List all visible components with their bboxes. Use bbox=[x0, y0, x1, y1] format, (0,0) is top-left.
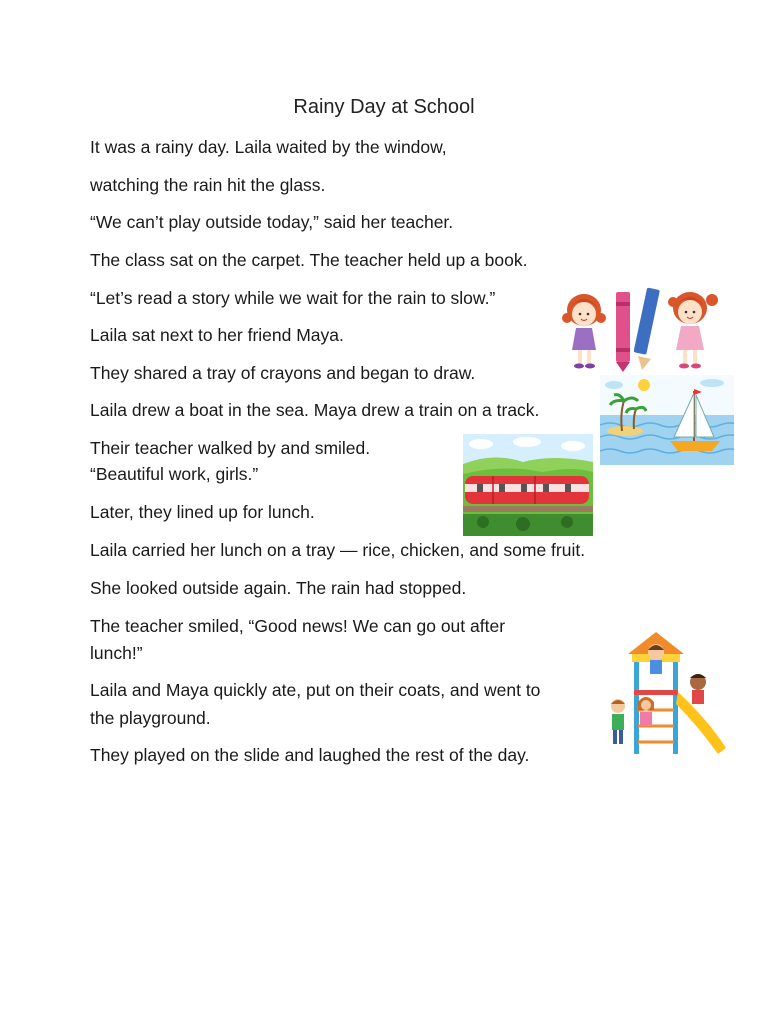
text-line: The class sat on the carpet. The teacher held up a book. bbox=[90, 250, 528, 270]
text-line: They shared a tray of crayons and began to draw. bbox=[90, 363, 476, 383]
text-line: Later, they lined up for lunch. bbox=[90, 502, 315, 522]
text-line: “Beautiful work, girls.” bbox=[90, 464, 259, 484]
text-line: The teacher smiled, “Good news! We can go out after bbox=[90, 616, 506, 636]
text-line: Laila and Maya quickly ate, put on their coats, and went to bbox=[90, 680, 541, 700]
text-line: Laila carried her lunch on a tray — rice, chicken, and some fruit. bbox=[90, 540, 586, 560]
text-line: Their teacher walked by and smiled. bbox=[90, 438, 371, 458]
playground-slide-illustration bbox=[598, 630, 730, 756]
text-line: Laila sat next to her friend Maya. bbox=[90, 325, 344, 345]
text-line: Laila drew a boat in the sea. Maya drew a train on a track. bbox=[90, 400, 540, 420]
text-line: the playground. bbox=[90, 708, 211, 728]
text-line: watching the rain hit the glass. bbox=[90, 175, 326, 195]
sailboat-drawing-illustration bbox=[600, 375, 734, 465]
text-line: “Let’s read a story while we wait for the rain to slow.” bbox=[90, 288, 496, 308]
text-line: “We can’t play outside today,” said her teacher. bbox=[90, 212, 454, 232]
text-line: lunch!” bbox=[90, 643, 143, 663]
text-line: She looked outside again. The rain had stopped. bbox=[90, 578, 467, 598]
document-title: Rainy Day at School bbox=[293, 96, 475, 118]
girls-with-crayons-illustration bbox=[560, 282, 730, 374]
text-line: It was a rainy day. Laila waited by the window, bbox=[90, 137, 447, 157]
train-drawing-illustration bbox=[463, 434, 593, 536]
text-line: They played on the slide and laughed the rest of the day. bbox=[90, 745, 530, 765]
